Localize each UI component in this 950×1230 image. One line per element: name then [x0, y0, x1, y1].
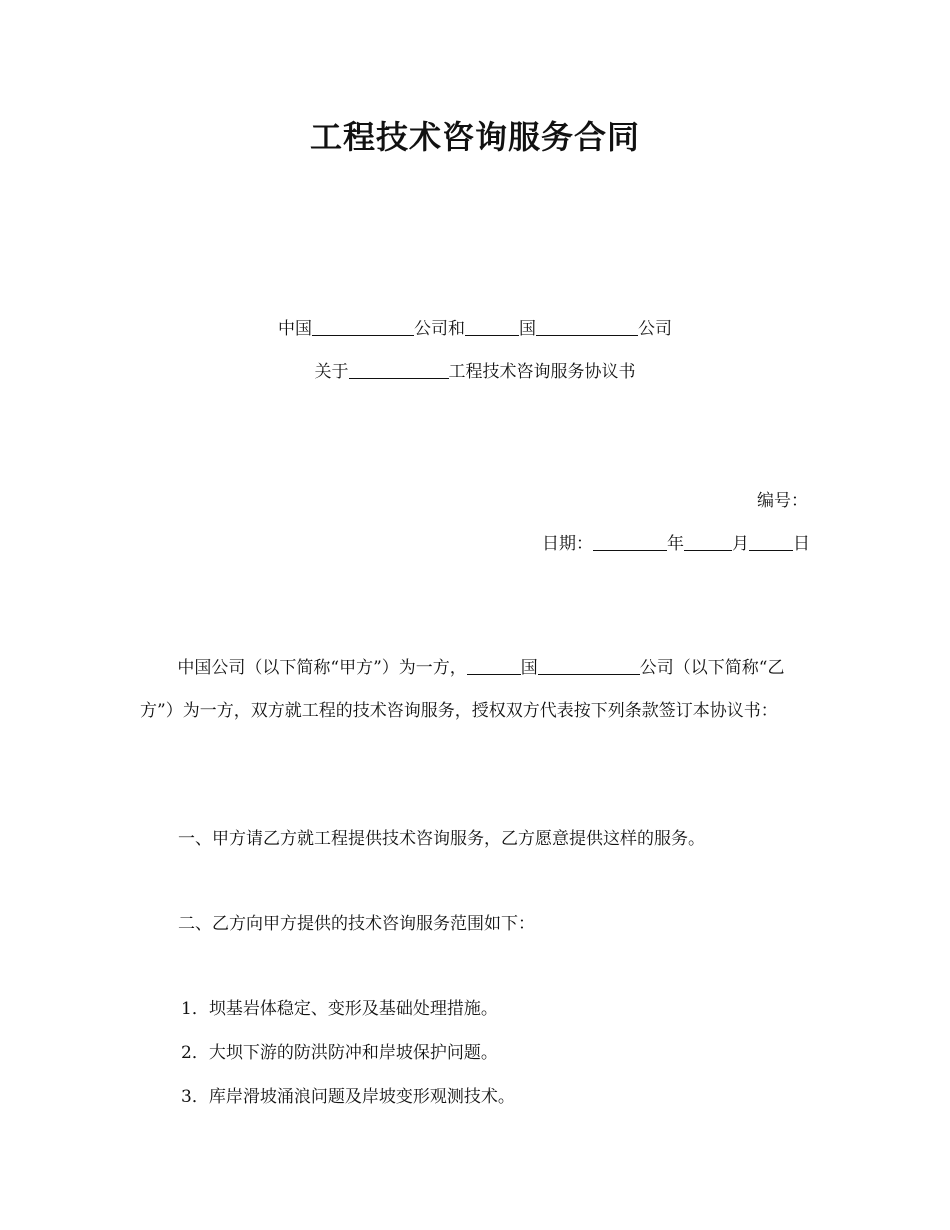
blank-company-b	[536, 318, 638, 336]
header-line-parties: 中国 公司和 国 公司	[278, 319, 672, 339]
blank-year	[593, 533, 667, 551]
list-item: 3．库岸滑坡涌浪问题及岸坡变形观测技术。	[181, 1087, 515, 1107]
blank-company-b-2	[538, 657, 640, 675]
blank-day	[749, 533, 793, 551]
list-item: 1．坝基岩体稳定、变形及基础处理措施。	[181, 999, 498, 1019]
intro-paragraph: 中国公司（以下简称“甲方”）为一方， 国 公司（以下简称“乙方”）为一方，双方就工程的技术咨询服务，授权双方代表按下列条款签订本协议书：	[140, 658, 785, 721]
blank-country	[465, 318, 519, 336]
blank-company-a	[312, 318, 414, 336]
clause-2: 二、乙方向甲方提供的技术咨询服务范围如下：	[178, 914, 535, 934]
blank-project	[349, 361, 449, 379]
clause-1: 一、甲方请乙方就工程提供技术咨询服务，乙方愿意提供这样的服务。	[178, 829, 705, 849]
document-number: 编号：	[757, 491, 808, 511]
blank-month	[684, 533, 732, 551]
list-item: 2．大坝下游的防洪防冲和岸坡保护问题。	[181, 1043, 498, 1063]
document-date: 日期： 年 月 日	[542, 534, 810, 554]
document-title: 工程技术咨询服务合同	[309, 118, 640, 156]
blank-country-2	[467, 657, 521, 675]
header-line-subject: 关于 工程技术咨询服务协议书	[314, 362, 636, 382]
